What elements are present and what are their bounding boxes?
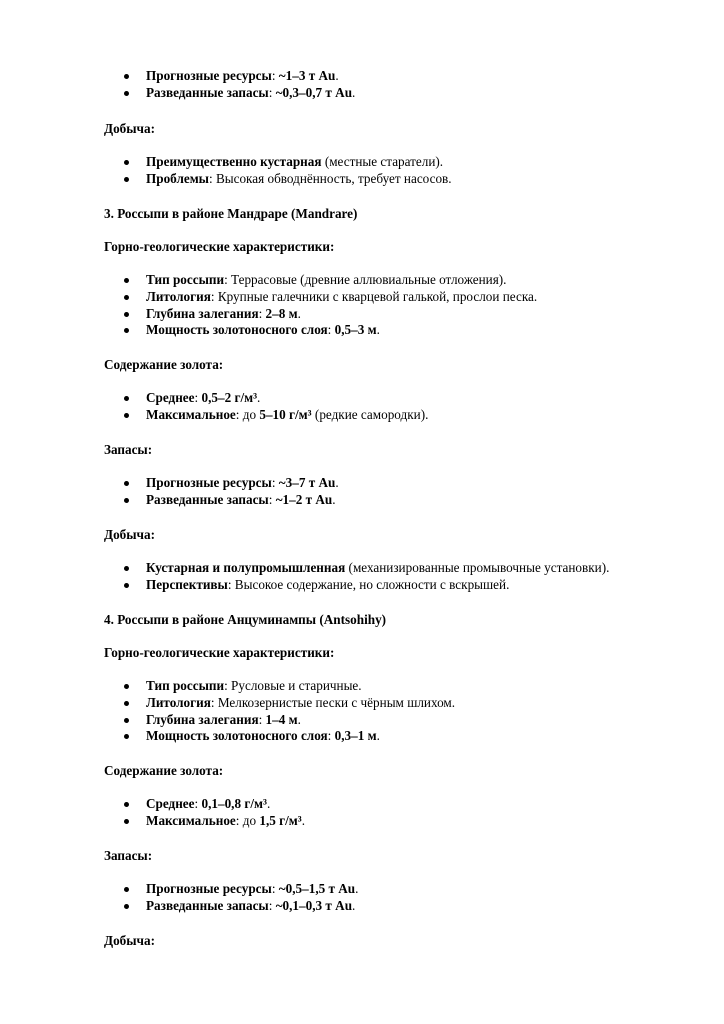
bullet-icon [124,74,129,79]
list-item: Глубина залегания: 2–8 м. [104,306,537,323]
list-item: Глубина залегания: 1–4 м. [104,712,455,729]
bullet-icon [124,684,129,689]
subheading-gold-content: Содержание золота: [104,763,224,778]
subheading-geology: Горно-геологические характеристики: [104,239,335,254]
subheading-gold-content: Содержание золота: [104,357,224,372]
subheading-mining: Добыча: [104,121,155,136]
bullet-icon [124,583,129,588]
reserves-list-antsohihy [104,881,358,915]
bullet-icon [124,160,129,165]
list-item: Среднее: 0,5–2 г/м³. [104,390,428,407]
bullet-icon [124,278,129,283]
bullet-icon [124,295,129,300]
list-item: Перспективы: Высокое содержание, но сложности с вскрышей. [104,577,609,594]
section-heading-mandrare: 3. Россыпи в районе Мандраре (Mandrare) [104,206,358,221]
list-item: Разведанные запасы: ~0,1–0,3 т Au. [104,898,358,915]
bullet-icon [124,887,129,892]
list-item: Среднее: 0,1–0,8 г/м³. [104,796,305,813]
list-item: Прогнозные ресурсы: ~0,5–1,5 т Au. [104,881,358,898]
list-item: Тип россыпи: Террасовые (древние аллювиальные отложения). [104,272,537,289]
geology-list-mandrare [104,272,537,339]
list-item: Разведанные запасы: ~0,3–0,7 т Au. [104,85,355,102]
bullet-icon [124,566,129,571]
list-item: Мощность золотоносного слоя: 0,3–1 м. [104,728,455,745]
list-item: Литология: Мелкозернистые пески с чёрным шлихом. [104,695,455,712]
list-item: Максимальное: до 1,5 г/м³. [104,813,305,830]
bullet-icon [124,396,129,401]
bullet-icon [124,734,129,739]
reserves-list-mandrare [104,475,339,509]
subheading-geology: Горно-геологические характеристики: [104,645,335,660]
bullet-icon [124,312,129,317]
list-item: Проблемы: Высокая обводнённость, требует насосов. [104,171,452,188]
reserves-list-section-2 [104,68,355,102]
gold-content-list-mandrare [104,390,428,424]
bullet-icon [124,718,129,723]
list-item: Прогнозные ресурсы: ~3–7 т Au. [104,475,339,492]
list-item: Кустарная и полупромышленная (механизированные промывочные установки). [104,560,609,577]
bullet-icon [124,819,129,824]
bullet-icon [124,91,129,96]
subheading-mining: Добыча: [104,527,155,542]
bullet-icon [124,177,129,182]
subheading-reserves: Запасы: [104,848,153,863]
list-item: Мощность золотоносного слоя: 0,5–3 м. [104,322,537,339]
list-item: Литология: Крупные галечники с кварцевой галькой, прослои песка. [104,289,537,306]
mining-list-mandrare [104,560,609,594]
bullet-icon [124,701,129,706]
list-item: Максимальное: до 5–10 г/м³ (редкие самородки). [104,407,428,424]
bullet-icon [124,413,129,418]
subheading-reserves: Запасы: [104,442,153,457]
geology-list-antsohihy [104,678,455,745]
bullet-icon [124,802,129,807]
list-item: Тип россыпи: Русловые и старичные. [104,678,455,695]
list-item: Преимущественно кустарная (местные старатели). [104,154,452,171]
gold-content-list-antsohihy [104,796,305,830]
bullet-icon [124,498,129,503]
subheading-mining: Добыча: [104,933,155,948]
section-heading-antsohihy: 4. Россыпи в районе Анцуминампы (Antsohihy) [104,612,387,627]
bullet-icon [124,904,129,909]
bullet-icon [124,481,129,486]
list-item: Прогнозные ресурсы: ~1–3 т Au. [104,68,355,85]
bullet-icon [124,328,129,333]
list-item: Разведанные запасы: ~1–2 т Au. [104,492,339,509]
mining-list-section-2 [104,154,452,188]
